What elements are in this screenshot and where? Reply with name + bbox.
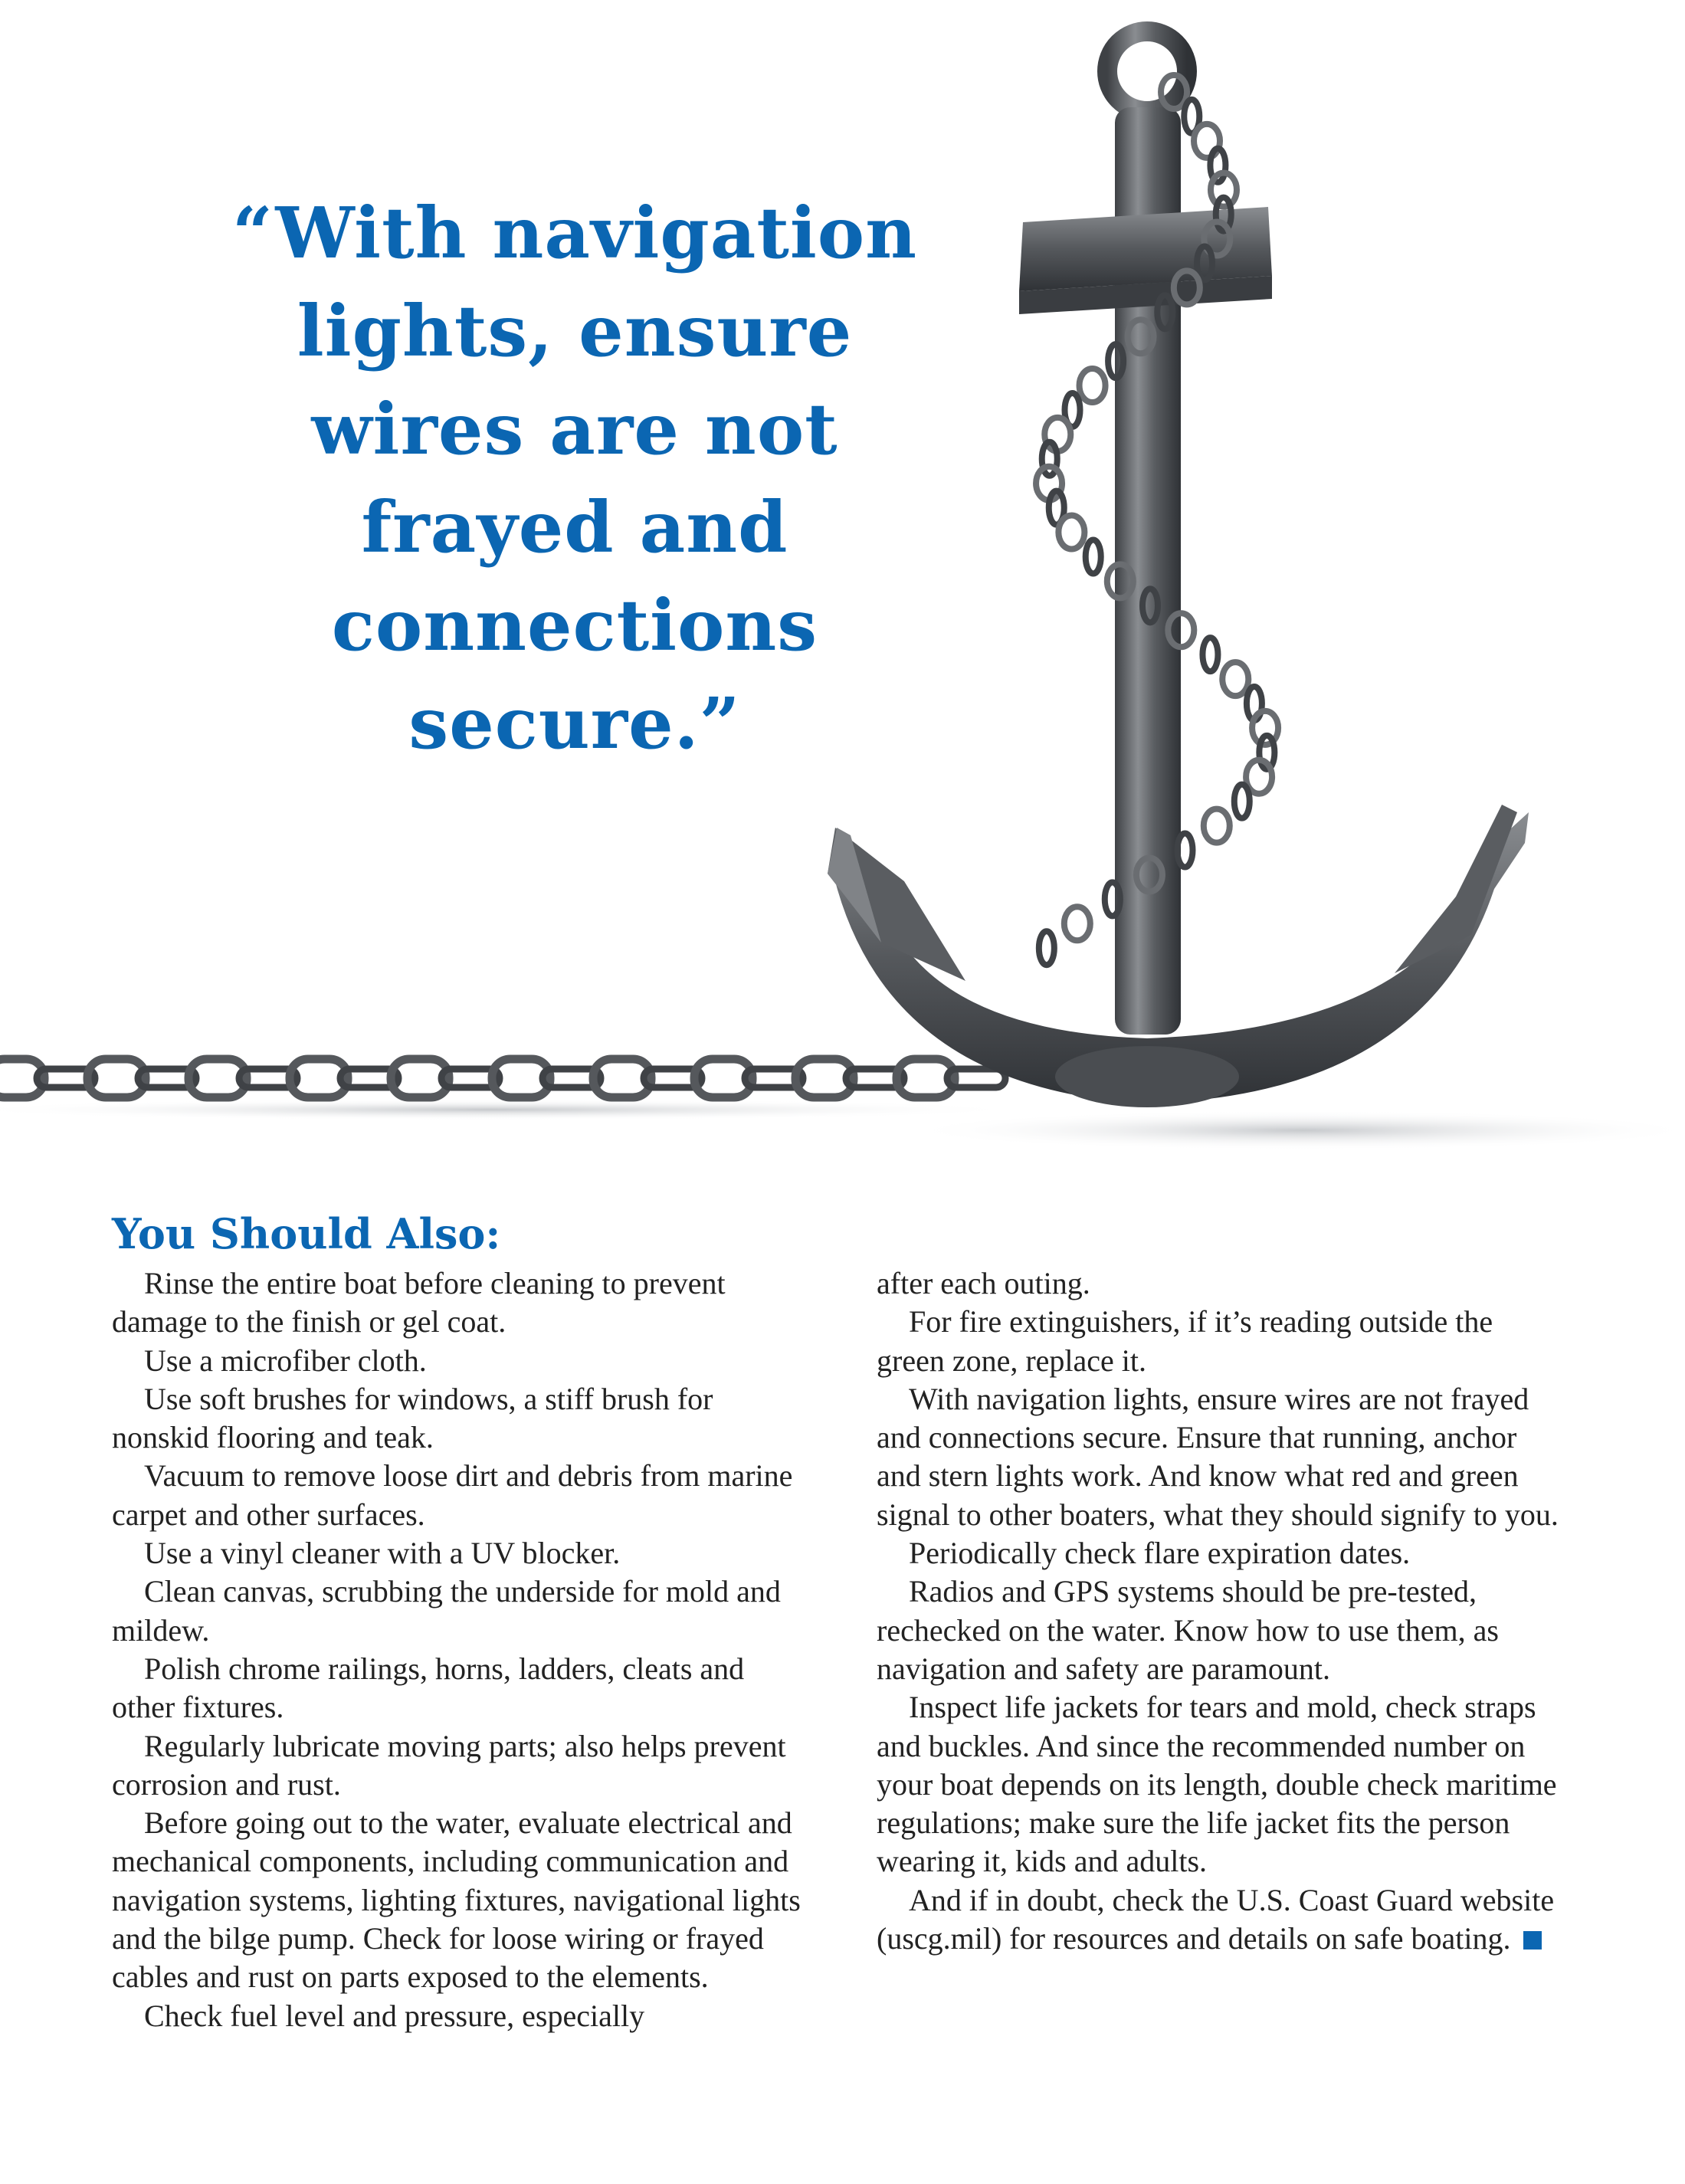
- chain-shadow: [0, 1099, 1027, 1120]
- chain-link: [1105, 882, 1120, 916]
- pull-quote: “With navigation lights, ensure wires are not frayed and connections secure.”: [231, 192, 918, 765]
- paragraph: Inspect life jackets for tears and mold, check straps and buckles. And since the recommended number on your boat depends on its length, double check maritime regulations; make sure the life jacket fits the person wearing it, kids and adults.: [877, 1690, 1557, 1879]
- section-heading: You Should Also:: [112, 1209, 501, 1258]
- final-paragraph-text: And if in doubt, check the U.S. Coast Guard website (uscg.mil) for resources and details on safe boating.: [877, 1882, 1555, 1956]
- paragraph-continued: after each outing.: [877, 1266, 1090, 1300]
- paragraph: Rinse the entire boat before cleaning to prevent damage to the finish or gel coat.: [112, 1266, 726, 1340]
- chain-icon: [0, 1059, 1005, 1097]
- anchor-shadow: [904, 1110, 1685, 1150]
- paragraph: Clean canvas, scrubbing the underside for mold and mildew.: [112, 1574, 781, 1648]
- paragraph: Before going out to the water, evaluate electrical and mechanical components, including communication and navigation systems, lighting fixtures, navigational lights and the bilge pump. Check for loose wiring or frayed cables and rust on parts exposed to the elements.: [112, 1805, 801, 1995]
- chain-link: [1039, 931, 1054, 965]
- end-of-article-square-icon: [1523, 1931, 1542, 1950]
- paragraph: Periodically check flare expiration dates.: [909, 1536, 1411, 1571]
- paragraph: Use a microfiber cloth.: [144, 1343, 427, 1378]
- right-column: [877, 1264, 1566, 1958]
- paragraph: Regularly lubricate moving parts; also helps prevent corrosion and rust.: [112, 1728, 786, 1802]
- left-column: [112, 1264, 802, 2035]
- paragraph: For fire extinguishers, if it’s reading outside the green zone, replace it.: [877, 1304, 1493, 1378]
- chain-link: [1080, 369, 1106, 402]
- chain-link: [1064, 907, 1090, 940]
- chain-link: [1058, 516, 1084, 549]
- paragraph: Radios and GPS systems should be pre-tested, rechecked on the water. Know how to use them, as navigation and safety are paramount.: [877, 1574, 1499, 1686]
- chain-link: [1234, 785, 1250, 818]
- paragraph: Use soft brushes for windows, a stiff brush for nonskid flooring and teak.: [112, 1381, 713, 1455]
- paragraph: With navigation lights, ensure wires are not frayed and connections secure. Ensure that running, anchor and stern lights work. And know what red and green signal to other boaters, what they should signify to you.: [877, 1381, 1559, 1532]
- paragraph: Polish chrome railings, horns, ladders, cleats and other fixtures.: [112, 1651, 745, 1725]
- paragraph: Vacuum to remove loose dirt and debris from marine carpet and other surfaces.: [112, 1458, 793, 1532]
- chain-link: [1204, 809, 1230, 843]
- chain-link: [1086, 539, 1101, 573]
- chain-link: [1222, 662, 1248, 696]
- paragraph: Use a vinyl cleaner with a UV blocker.: [144, 1536, 621, 1571]
- paragraph: Check fuel level and pressure, especially: [144, 1998, 645, 2033]
- chain-link: [1177, 834, 1192, 867]
- final-paragraph: [877, 1881, 1566, 1959]
- chain-link: [1202, 638, 1218, 671]
